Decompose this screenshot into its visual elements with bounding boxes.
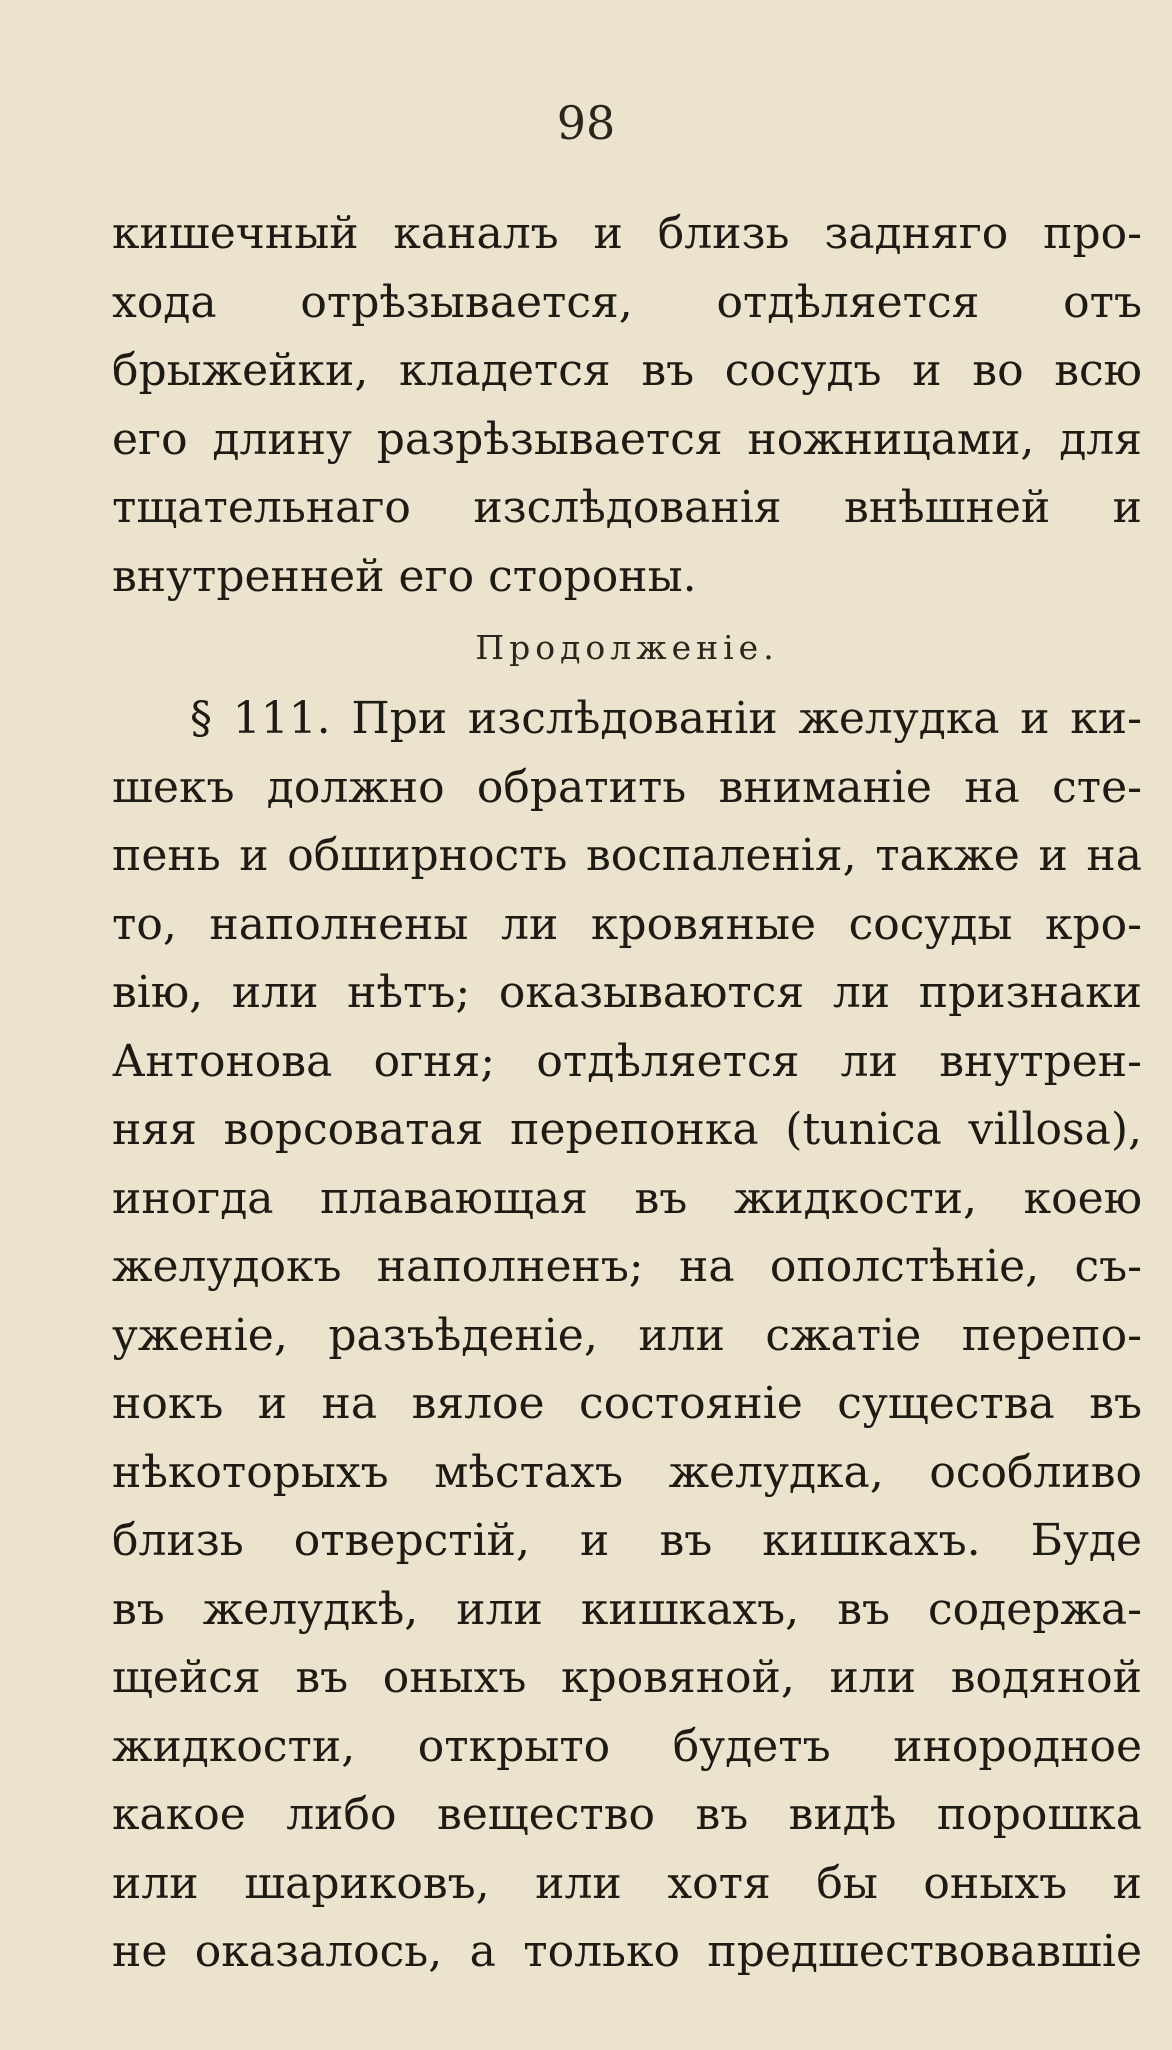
page-text	[112, 200, 1142, 1987]
text-line: кишечный каналъ и близь задняго про-	[112, 208, 1142, 259]
text-line: уженіе, разъѣденіе, или сжатіе перепо-	[112, 1309, 1142, 1361]
text-line: жидкости, открыто будетъ инородное	[112, 1720, 1142, 1772]
text-line: внутренней его стороны.	[112, 550, 697, 602]
text-line: няя ворсоватая перепонка (tunica villosa),	[112, 1104, 1142, 1155]
text-line: желудокъ наполненъ; на ополстѣніе, съ-	[112, 1241, 1142, 1292]
text-line: какое либо вещество въ видѣ порошка	[112, 1789, 1142, 1840]
text-line: тщательнаго изслѣдованія внѣшней и	[112, 482, 1142, 533]
text-line: шекъ должно обратить вниманіе на сте-	[112, 761, 1142, 813]
text-line: Антонова огня; отдѣляется ли внутрен-	[112, 1035, 1142, 1087]
text-line: пень и обширность воспаленія, также и на	[112, 830, 1142, 881]
text-line: брыжейки, кладется въ сосудъ и во всю	[112, 345, 1142, 396]
text-line: въ желудкѣ, или кишкахъ, въ содержа-	[112, 1583, 1142, 1635]
text-line: щейся въ оныхъ кровяной, или водяной	[112, 1652, 1142, 1703]
text-line: его длину разрѣзывается ножницами, для	[112, 413, 1142, 465]
text-line: или шариковъ, или хотя бы оныхъ и	[112, 1857, 1142, 1909]
text-line: вію, или нѣтъ; оказываются ли признаки	[112, 967, 1142, 1018]
paragraph-section-111	[112, 685, 1142, 1987]
text-line: то, наполнены ли кровяные сосуды кро-	[112, 898, 1142, 950]
section-heading: Продолженіе.	[475, 628, 779, 667]
page-number: 98	[556, 96, 616, 150]
text-line: нокъ и на вялое состояніе существа въ	[112, 1378, 1142, 1429]
paragraph-kishechny-kanal	[112, 200, 1142, 611]
text-line: близь отверстій, и въ кишкахъ. Буде	[112, 1515, 1142, 1566]
text-line: нѣкоторыхъ мѣстахъ желудка, особливо	[112, 1446, 1142, 1498]
text-line: иногда плавающая въ жидкости, коею	[112, 1172, 1142, 1224]
text-line: § 111. При изслѣдованіи желудка и ки-	[190, 693, 1142, 744]
text-line: не оказалось, а только предшествовавшіе	[112, 1926, 1142, 1977]
text-line: хода отрѣзывается, отдѣляется отъ	[112, 276, 1142, 328]
